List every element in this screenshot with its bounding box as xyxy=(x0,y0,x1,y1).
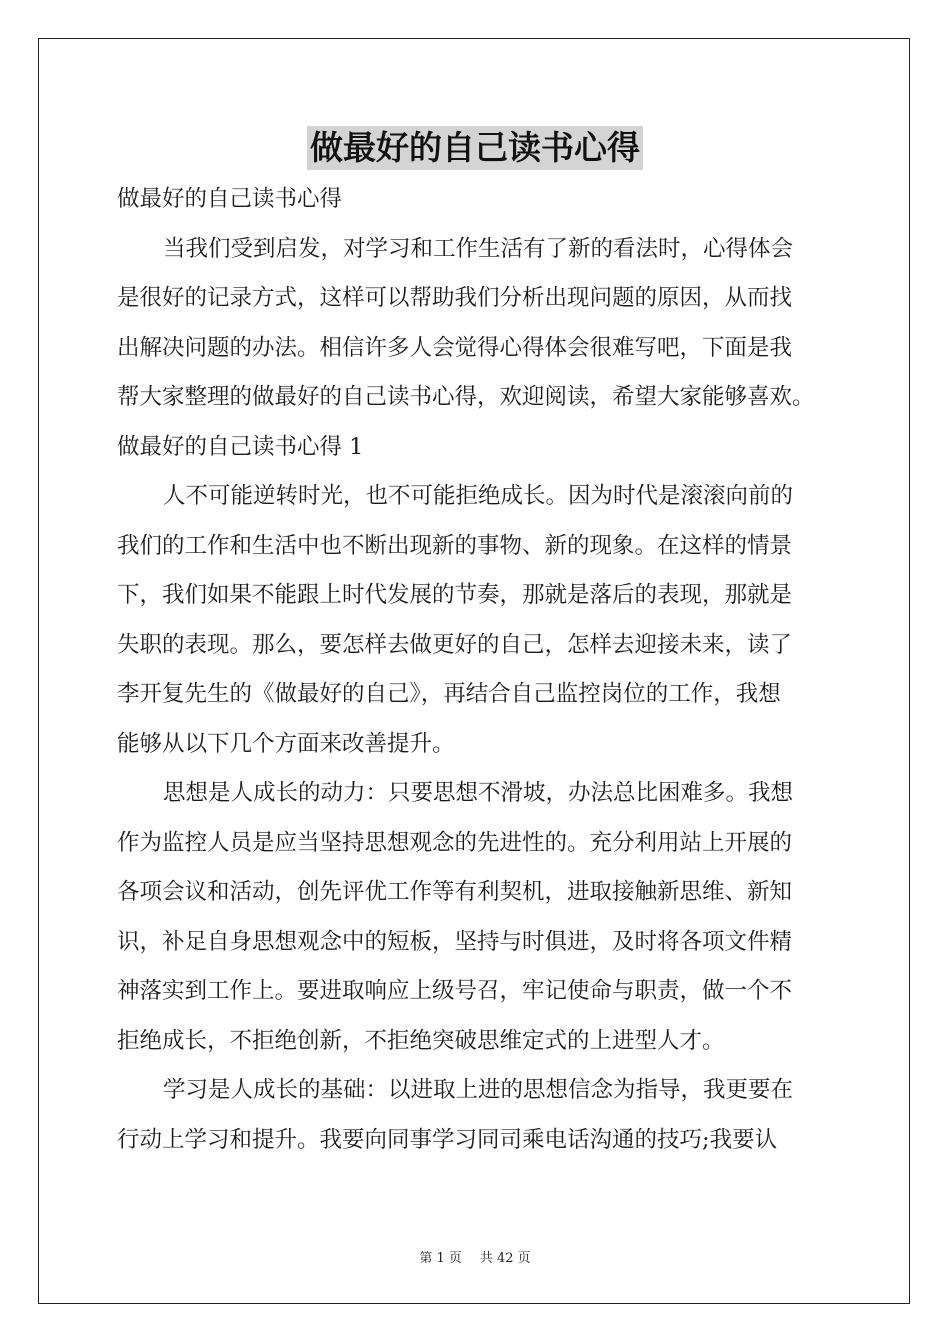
text-line: 是很好的记录方式，这样可以帮助我们分析出现问题的原因，从而找 xyxy=(117,285,793,311)
text-line: 我们的工作和生活中也不断出现新的事物、新的现象。在这样的情景 xyxy=(117,532,793,559)
text-line: 下，我们如果不能跟上时代发展的节奏，那就是落后的表现，那就是 xyxy=(117,582,793,608)
document-title: 做最好的自己读书心得 xyxy=(307,126,643,170)
text-line: 帮大家整理的做最好的自己读书心得，欢迎阅读，希望大家能够喜欢。 xyxy=(117,384,815,410)
text-line: 作为监控人员是应当坚持思想观念的先进性的。充分利用站上开展的 xyxy=(117,829,793,856)
text-line: 识，补足自身思想观念中的短板，坚持与时俱进，及时将各项文件精 xyxy=(117,928,793,955)
page-total: 共 42 页 xyxy=(479,1251,531,1266)
text-line: 拒绝成长，不拒绝创新，不拒绝突破思维定式的上进型人才。 xyxy=(117,1027,725,1054)
title-container xyxy=(0,126,950,170)
text-line: 思想是人成长的动力：只要思想不滑坡，办法总比困难多。我想 xyxy=(163,780,794,806)
text-line: 行动上学习和提升。我要向同事学习同司乘电话沟通的技巧;我要认 xyxy=(117,1126,778,1153)
page-footer xyxy=(0,1247,950,1266)
text-line: 失职的表现。那么，要怎样去做更好的自己，怎样去迎接未来，读了 xyxy=(117,631,793,658)
text-line: 做最好的自己读书心得 1 xyxy=(117,433,364,460)
text-line: 学习是人成长的基础：以进取上进的思想信念为指导，我更要在 xyxy=(163,1077,794,1103)
text-line: 当我们受到启发，对学习和工作生活有了新的看法时，心得体会 xyxy=(163,235,794,262)
text-line: 能够从以下几个方面来改善提升。 xyxy=(117,730,455,757)
text-line: 出解决问题的办法。相信许多人会觉得心得体会很难写吧，下面是我 xyxy=(117,334,793,361)
page-number: 第 1 页 xyxy=(419,1251,462,1266)
text-line: 人不可能逆转时光，也不可能拒绝成长。因为时代是滚滚向前的 xyxy=(163,483,794,509)
text-line: 做最好的自己读书心得 xyxy=(117,186,343,212)
text-line: 神落实到工作上。要进取响应上级号召，牢记使命与职责，做一个不 xyxy=(117,978,793,1004)
text-line: 李开复先生的《做最好的自己》，再结合自己监控岗位的工作，我想 xyxy=(117,681,781,707)
document-body xyxy=(117,175,837,1165)
text-line: 各项会议和活动，创先评优工作等有利契机，进取接触新思维、新知 xyxy=(117,879,793,905)
